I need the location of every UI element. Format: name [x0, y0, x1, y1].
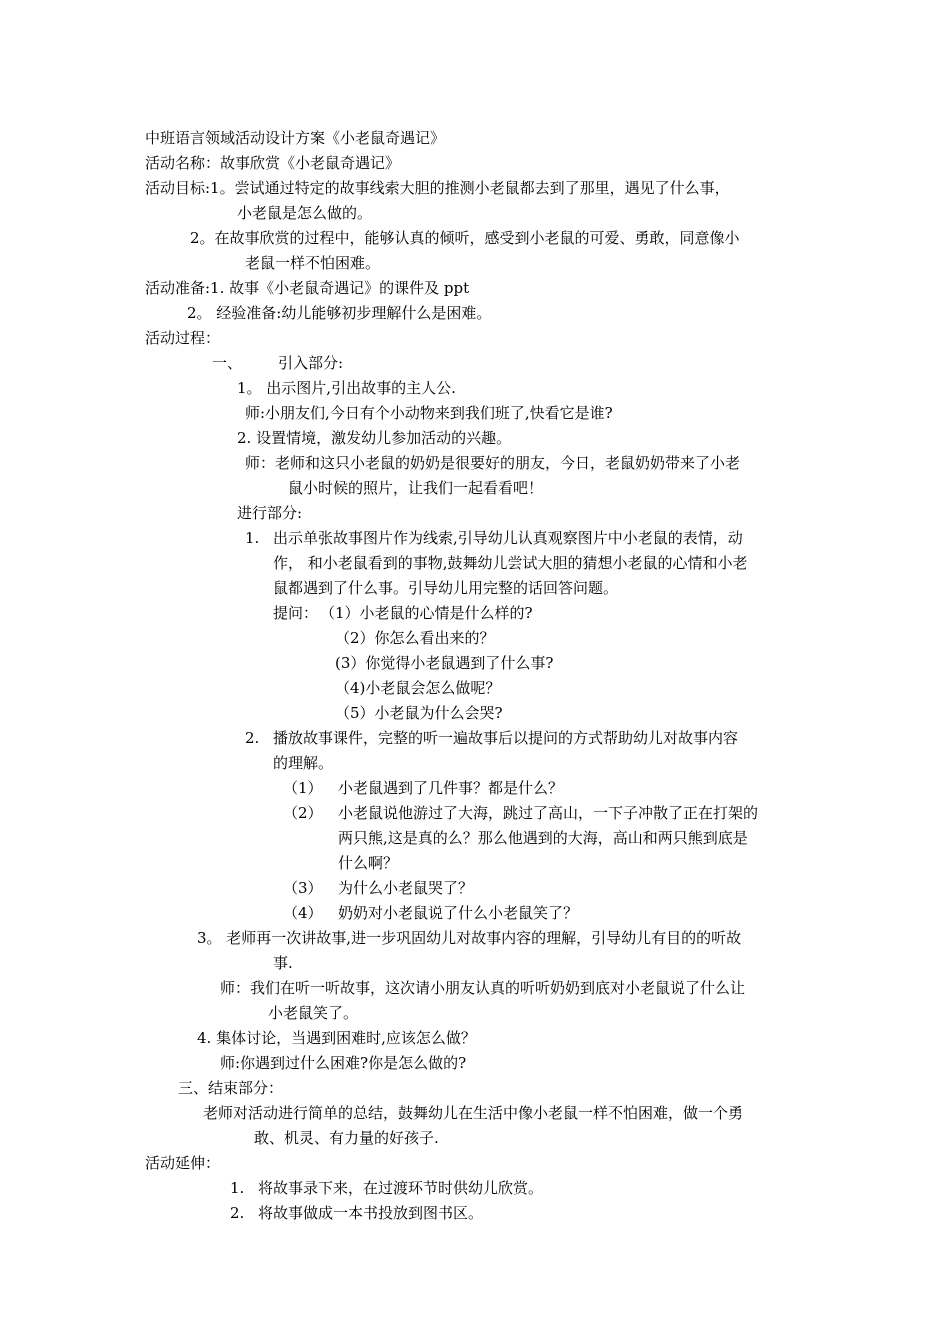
extend-1: 将故事录下来，在过渡环节时供幼儿欣赏。: [258, 1179, 544, 1197]
activity-name: 活动名称：故事欣赏《小老鼠奇遇记》: [145, 154, 401, 172]
extend-heading: 活动延伸：: [145, 1154, 221, 1172]
end-text-line-2: 敢、机灵、有力量的好孩子.: [254, 1129, 439, 1147]
extend-2: 将故事做成一本书投放到图书区。: [258, 1204, 484, 1222]
goal-1-line-1: 活动目标:1。尝试通过特定的故事线索大胆的推测小老鼠都去到了那里，遇见了什么事，: [145, 179, 730, 197]
intro-heading-text: 引入部分:: [278, 354, 344, 372]
main-item-3-line-2: 事.: [273, 954, 293, 972]
main-item-3-teacher-line-1: 师：我们在听一听故事，这次请小朋友认真的听听奶奶到底对小老鼠说了什么让: [220, 979, 746, 997]
question-2: （2）你怎么看出来的？: [335, 629, 495, 647]
main-item-2-line-2: 的理解。: [273, 754, 334, 772]
main-heading: 进行部分:: [237, 504, 303, 522]
main-item-4-teacher: 师:你遇到过什么困难?你是怎么做的?: [220, 1054, 467, 1072]
extend-2-number: 2.: [230, 1204, 245, 1222]
question-5: （5）小老鼠为什么会哭?: [335, 704, 503, 722]
intro-step-2-teacher-line-1: 师：老师和这只小老鼠的奶奶是很要好的朋友，今日，老鼠奶奶带来了小老: [245, 454, 741, 472]
main-item-1-number: 1.: [245, 529, 260, 547]
review-3: 为什么小老鼠哭了？: [338, 879, 474, 897]
main-item-1-line-3: 鼠都遇到了什么事。引导幼儿用完整的话回答问题。: [273, 579, 619, 597]
goal-1-line-2: 小老鼠是怎么做的。: [237, 204, 373, 222]
main-item-2-line-1: 播放故事课件，完整的听一遍故事后以提问的方式帮助幼儿对故事内容: [273, 729, 739, 747]
main-item-1-line-1: 出示单张故事图片作为线索,引导幼儿认真观察图片中小老鼠的表情，动: [273, 529, 743, 547]
goal-2-line-2: 老鼠一样不怕困难。: [245, 254, 381, 272]
main-item-3-line-1: 3。 老师再一次讲故事,进一步巩固幼儿对故事内容的理解，引导幼儿有目的的听故: [197, 929, 742, 947]
main-item-1-line-2: 作， 和小老鼠看到的事物,鼓舞幼儿尝试大胆的猜想小老鼠的心情和小老: [273, 554, 748, 572]
review-2-line-3: 什么啊？: [338, 854, 399, 872]
end-text-line-1: 老师对活动进行简单的总结，鼓舞幼儿在生活中像小老鼠一样不怕困难，做一个勇: [203, 1104, 744, 1122]
end-heading: 三、结束部分：: [178, 1079, 284, 1097]
intro-step-1: 1。 出示图片,引出故事的主人公.: [237, 379, 456, 397]
intro-step-2-teacher-line-2: 鼠小时候的照片，让我们一起看看吧！: [288, 479, 544, 497]
intro-step-1-teacher: 师:小朋友们,今日有个小动物来到我们班了,快看它是谁?: [245, 404, 613, 422]
main-item-3-teacher-line-2: 小老鼠笑了。: [268, 1004, 359, 1022]
review-2-number: （2）: [283, 804, 323, 822]
review-3-number: （3）: [283, 879, 323, 897]
doc-title: 中班语言领域活动设计方案《小老鼠奇遇记》: [145, 129, 446, 147]
question-label: 提问：: [273, 604, 319, 622]
main-item-2-number: 2.: [245, 729, 260, 747]
question-4: （4)小老鼠会怎么做呢？: [335, 679, 501, 697]
review-1: 小老鼠遇到了几件事？都是什么？: [338, 779, 564, 797]
review-1-number: （1）: [283, 779, 323, 797]
review-4-number: （4）: [283, 904, 323, 922]
process-heading: 活动过程：: [145, 329, 221, 347]
prep-line-1: 活动准备:1. 故事《小老鼠奇遇记》的课件及 ppt: [145, 279, 470, 297]
review-2-line-1: 小老鼠说他游过了大海，跳过了高山，一下子冲散了正在打架的: [338, 804, 759, 822]
question-3: (3）你觉得小老鼠遇到了什么事?: [335, 654, 554, 672]
goal-2-line-1: 2。在故事欣赏的过程中，能够认真的倾听，感受到小老鼠的可爱、勇敢，同意像小: [190, 229, 740, 247]
extend-1-number: 1.: [230, 1179, 245, 1197]
review-2-line-2: 两只熊,这是真的么？那么他遇到的大海，高山和两只熊到底是: [338, 829, 748, 847]
main-item-4: 4. 集体讨论，当遇到困难时,应该怎么做？: [197, 1029, 476, 1047]
question-1: （1）小老鼠的心情是什么样的?: [320, 604, 533, 622]
prep-line-2: 2。 经验准备:幼儿能够初步理解什么是困难。: [187, 304, 492, 322]
intro-step-2: 2. 设置情境，激发幼儿参加活动的兴趣。: [237, 429, 512, 447]
review-4: 奶奶对小老鼠说了什么小老鼠笑了？: [338, 904, 579, 922]
intro-heading-number: 一、: [212, 354, 243, 372]
